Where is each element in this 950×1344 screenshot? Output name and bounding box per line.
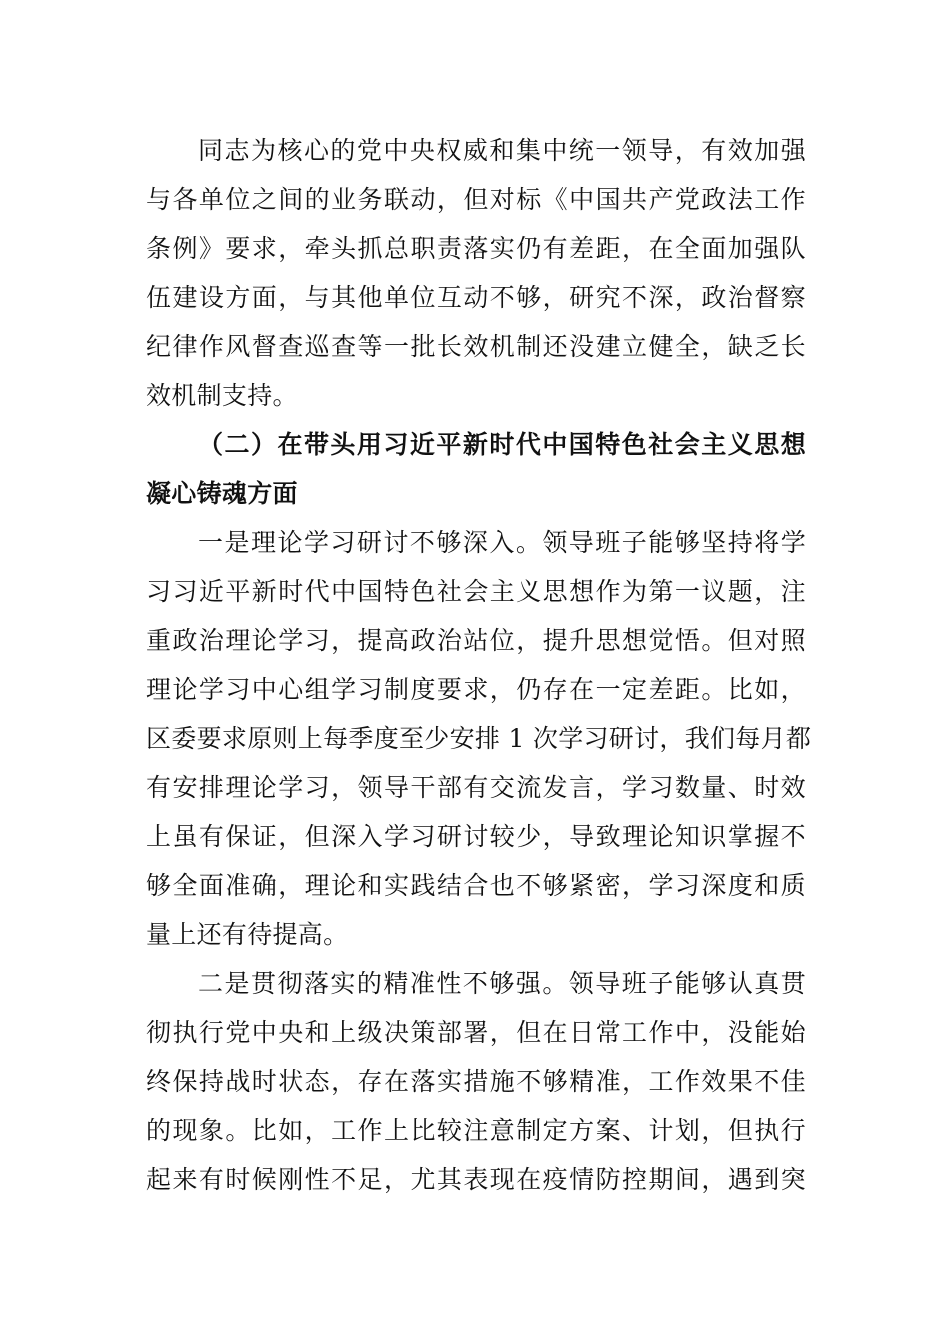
section-heading-line: （二）在带头用习近平新时代中国特色社会主义思想 bbox=[198, 430, 806, 459]
paragraph-line: 习习近平新时代中国特色社会主义思想作为第一议题，注 bbox=[146, 577, 806, 606]
paragraph-line: 量上还有待提高。 bbox=[146, 920, 349, 949]
section-heading-line: 凝心铸魂方面 bbox=[146, 479, 298, 508]
paragraph-line: 区委要求原则上每季度至少安排 1 次学习研讨，我们每月都 bbox=[146, 724, 812, 753]
paragraph-line: 起来有时候刚性不足，尤其表现在疫情防控期间，遇到突 bbox=[146, 1165, 806, 1194]
paragraph-line: 重政治理论学习，提高政治站位，提升思想觉悟。但对照 bbox=[146, 626, 806, 655]
paragraph-line: 效机制支持。 bbox=[146, 381, 298, 410]
paragraph-theory-study bbox=[146, 518, 812, 959]
paragraph-line: 理论学习中心组学习制度要求，仍存在一定差距。比如， bbox=[146, 675, 806, 704]
document-body bbox=[146, 126, 812, 1204]
paragraph-line: 彻执行党中央和上级决策部署，但在日常工作中，没能始 bbox=[146, 1018, 806, 1047]
paragraph-line: 纪律作风督查巡查等一批长效机制还没建立健全，缺乏长 bbox=[146, 332, 806, 361]
paragraph-line: 的现象。比如，工作上比较注意制定方案、计划，但执行 bbox=[146, 1116, 806, 1145]
paragraph-line: 一是理论学习研讨不够深入。领导班子能够坚持将学 bbox=[198, 528, 806, 557]
paragraph-line: 二是贯彻落实的精准性不够强。领导班子能够认真贯 bbox=[198, 969, 806, 998]
paragraph-line: 上虽有保证，但深入学习研讨较少，导致理论知识掌握不 bbox=[146, 822, 806, 851]
section-heading bbox=[146, 420, 806, 518]
paragraph-line: 伍建设方面，与其他单位互动不够，研究不深，政治督察 bbox=[146, 283, 806, 312]
paragraph-line: 够全面准确，理论和实践结合也不够紧密，学习深度和质 bbox=[146, 871, 806, 900]
paragraph-line: 终保持战时状态，存在落实措施不够精准，工作效果不佳 bbox=[146, 1067, 806, 1096]
paragraph-implementation bbox=[146, 959, 806, 1204]
paragraph-line: 条例》要求，牵头抓总职责落实仍有差距，在全面加强队 bbox=[146, 234, 806, 263]
paragraph-continued bbox=[146, 126, 806, 420]
paragraph-line: 同志为核心的党中央权威和集中统一领导，有效加强 bbox=[198, 136, 806, 165]
paragraph-line: 与各单位之间的业务联动，但对标《中国共产党政法工作 bbox=[146, 185, 806, 214]
paragraph-line: 有安排理论学习，领导干部有交流发言，学习数量、时效 bbox=[146, 773, 806, 802]
